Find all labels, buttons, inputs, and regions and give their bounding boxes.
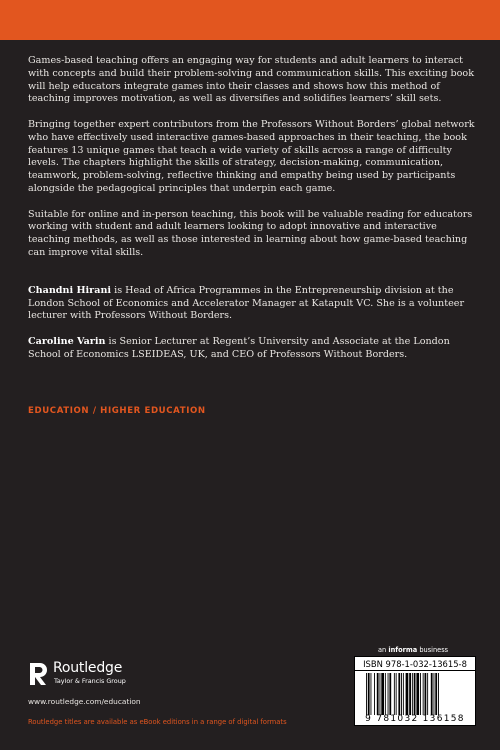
isbn-divider xyxy=(355,670,475,671)
author-bio-2 xyxy=(28,336,476,362)
barcode-bar xyxy=(374,673,375,715)
blurb-paragraph-1: Games-based teaching offers an engaging way for students and adult learners to interact with concepts and build their problem-solving and communication skills. This exciting book will help educators integrate games into their classes and shows how this method of teaching improves motivation, as well as diversifies and solidifies learners’ skill sets. xyxy=(28,55,475,105)
author-bio-text: is Head of Africa Programmes in the Entrepreneurship division at the London School of Economics and Accelerator Manager at Katapult VC. She is a volunteer lecturer with Professors Without Borders. xyxy=(28,284,465,322)
barcode-bar xyxy=(401,673,402,715)
barcode-bars xyxy=(365,673,469,715)
barcode-bar xyxy=(435,673,437,715)
barcode-bar xyxy=(427,673,428,715)
author-bio-1 xyxy=(28,285,476,323)
barcode-digits: 9 781032 136158 xyxy=(365,714,465,724)
barcode-bar xyxy=(368,673,370,715)
publisher-url: www.routledge.com/education xyxy=(28,697,141,706)
barcode-bar xyxy=(398,673,400,715)
barcode-bar xyxy=(425,673,427,715)
barcode-bar xyxy=(403,673,404,715)
publisher-name: Routledge xyxy=(53,660,123,676)
barcode-bar xyxy=(388,673,389,715)
publisher-group: Taylor & Francis Group xyxy=(54,677,126,685)
ebook-note: Routledge titles are available as eBook editions in a range of digital formats xyxy=(28,718,287,726)
barcode-bar xyxy=(380,673,381,715)
routledge-logo-icon xyxy=(28,662,48,686)
blurb-paragraph-3: Suitable for online and in-person teaching, this book will be valuable reading for educators working with student and adult learners looking to adopt innovative and interactive teaching methods, as well as those interested in learning about how game-based teaching can improve vital skills. xyxy=(28,208,473,258)
isbn-label: ISBN 978-1-032-13615-8 xyxy=(363,659,467,669)
blurb-paragraph-2: Bringing together expert contributors from the Professors Without Borders’ global network who have effectively used interactive games-based approaches in their teaching, the book features 13 unique games that teach a wide variety of skills across a range of difficulty levels. The chapters highlight the skills of strategy, decision-making, communication, teamwork, problem-solving, reflective thinking and empathy being used by participants alongside the pedagogical principles that underpin each game. xyxy=(28,118,475,194)
barcode-bar xyxy=(438,673,439,715)
author-name: Chandni Hirani xyxy=(28,284,112,296)
barcode-bar xyxy=(431,673,433,715)
author-name: Caroline Varin xyxy=(28,335,106,347)
barcode-bar xyxy=(414,673,416,715)
barcode-bar xyxy=(385,673,386,715)
barcode-bar xyxy=(416,673,419,715)
author-bio-text: is Senior Lecturer at Regent’s University and Associate at the London School of Economics LSEIDEAS, UK, and CEO of Professors Without Borders. xyxy=(28,335,450,360)
barcode-bar xyxy=(371,673,372,715)
barcode-bar xyxy=(389,673,391,715)
top-color-band xyxy=(0,0,500,40)
isbn-barcode xyxy=(354,656,476,726)
barcode-bar xyxy=(434,673,435,715)
publisher-logo xyxy=(28,660,168,688)
barcode-bar xyxy=(409,673,411,715)
barcode-bar xyxy=(406,673,409,715)
barcode-bar xyxy=(423,673,424,715)
barcode-bar xyxy=(412,673,413,715)
barcode-bar xyxy=(366,673,367,715)
barcode-bar xyxy=(381,673,384,715)
barcode-bar xyxy=(394,673,395,715)
informa-business-line: an informa business xyxy=(378,646,449,654)
subject-category: EDUCATION / HIGHER EDUCATION xyxy=(28,406,206,416)
barcode-bar xyxy=(420,673,421,715)
barcode-bar xyxy=(396,673,397,715)
barcode-bar xyxy=(377,673,379,715)
back-cover-text xyxy=(28,55,476,374)
